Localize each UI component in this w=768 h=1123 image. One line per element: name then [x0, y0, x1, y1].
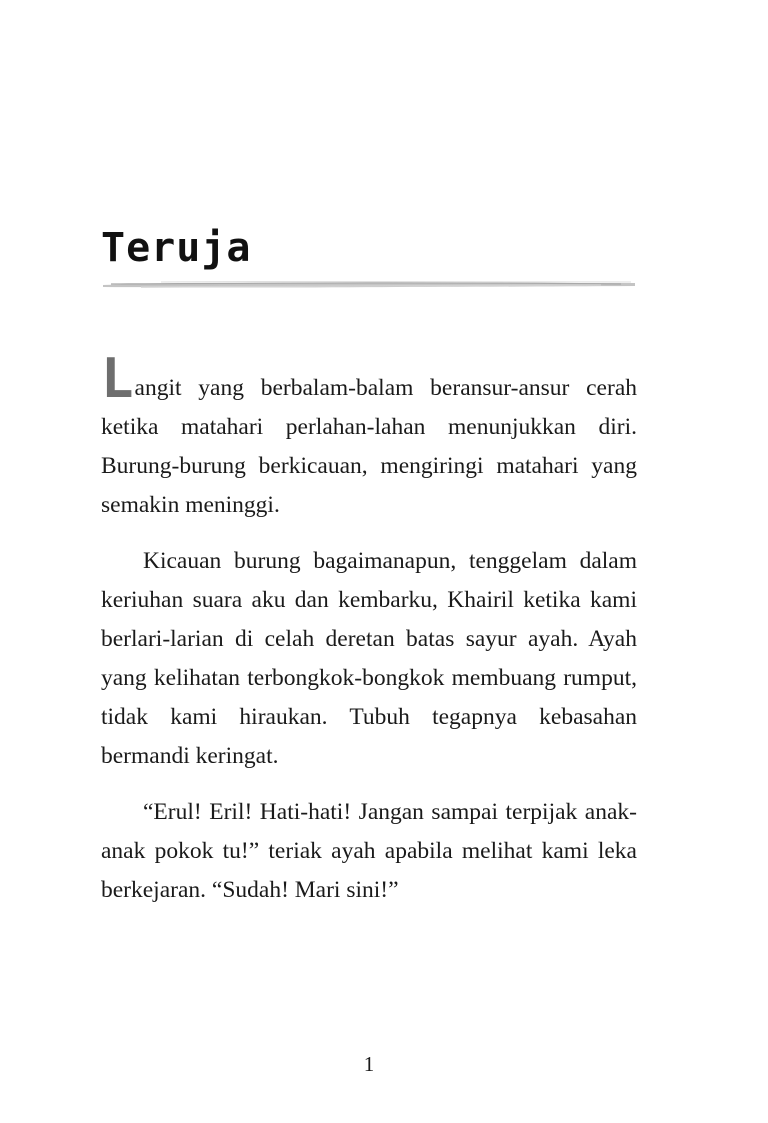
- page-number: 1: [363, 1052, 375, 1076]
- book-page: [101, 0, 637, 1123]
- title-brush-underline: [101, 278, 637, 292]
- paragraph-2: Kicauan burung bagaimanapun, tenggelam dalam keriuhan suara aku dan kembarku, Khairil ketika kami berlari-larian di celah deretan batas sayur ayah. Ayah yang kelihatan terbongkok-bongkok membuang rumput, tidak kami hiraukan. Tubuh tegapnya kebasahan bermandi keringat.: [101, 548, 637, 769]
- paragraph-3: “Erul! Eril! Hati-hati! Jangan sampai terpijak anak-anak pokok tu!” teriak ayah apabila melihat kami leka berkejaran. “Sudah! Mari sini!”: [101, 799, 637, 903]
- paragraph-1-text: angit yang berbalam-balam beransur-ansur cerah ketika matahari perlahan-lahan menunjukkan diri. Burung-burung berkicauan, mengiringi matahari yang semakin meninggi.: [101, 375, 637, 518]
- chapter-title: Teruja: [101, 225, 252, 271]
- story-text: [101, 347, 637, 927]
- drop-cap: L: [101, 347, 134, 410]
- paragraph-1: [101, 347, 637, 525]
